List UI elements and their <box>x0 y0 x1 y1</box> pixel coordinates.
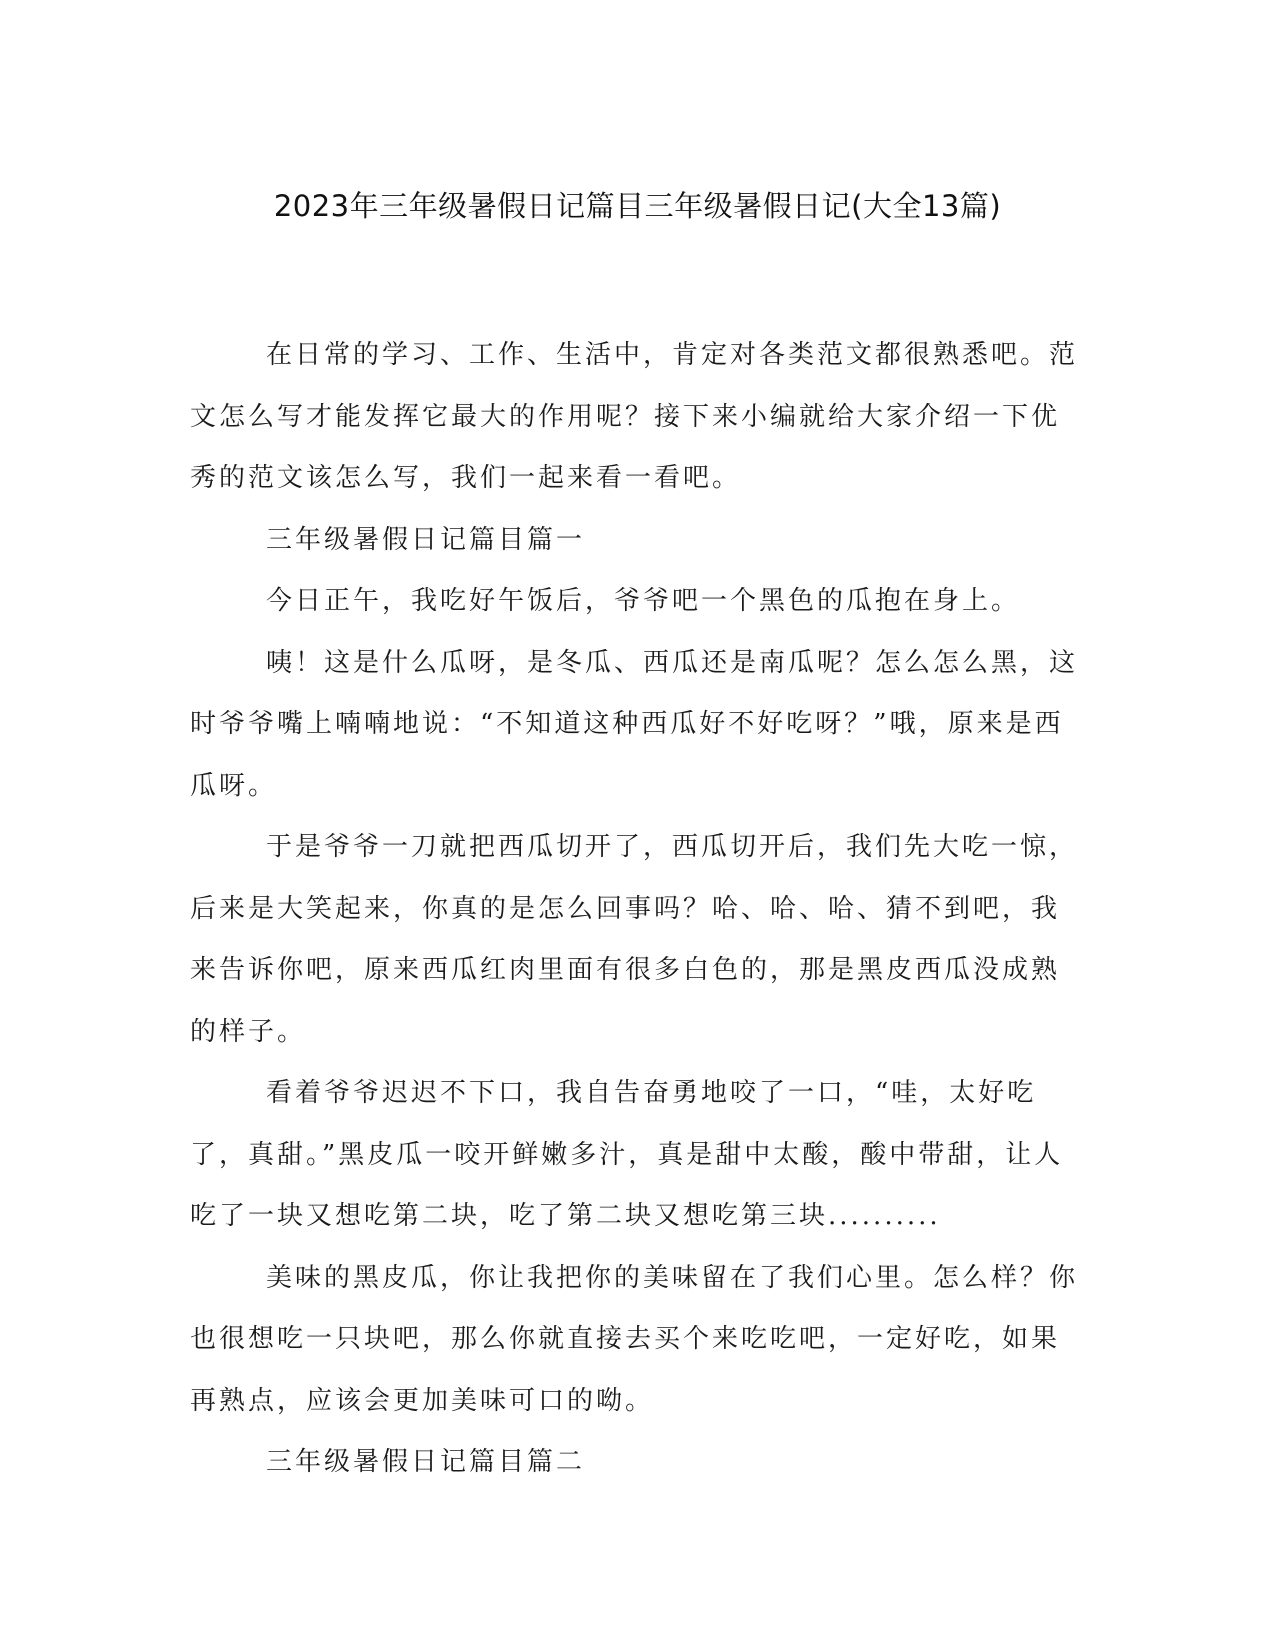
body-paragraph: 于是爷爷一刀就把西瓜切开了，西瓜切开后，我们先大吃一惊，后来是大笑起来，你真的是怎么回事吗？哈、哈、哈、猜不到吧，我来告诉你吧，原来西瓜红肉里面有很多白色的，那是黑皮西瓜没成熟的样子。 <box>190 832 1079 1047</box>
body-paragraph: 看着爷爷迟迟不下口，我自告奋勇地咬了一口，“哇，太好吃了，真甜。”黑皮瓜一咬开鲜嫩多汁，真是甜中太酸，酸中带甜，让人吃了一块又想吃第二块，吃了第二块又想吃第三块.......... <box>190 1078 1064 1231</box>
document-body <box>190 325 1080 1494</box>
body-paragraph: 咦！这是什么瓜呀，是冬瓜、西瓜还是南瓜呢？怎么怎么黑，这时爷爷嘴上喃喃地说：“不知道这种西瓜好不好吃呀？”哦，原来是西瓜呀。 <box>190 647 1079 801</box>
document-title: 2023年三年级暑假日记篇目三年级暑假日记(大全13篇) <box>273 189 1002 223</box>
intro-paragraph: 在日常的学习、工作、生活中，肯定对各类范文都很熟悉吧。范文怎么写才能发挥它最大的作用呢？接下来小编就给大家介绍一下优秀的范文该怎么写，我们一起来看一看吧。 <box>190 340 1079 493</box>
section-heading-2: 三年级暑假日记篇目篇二 <box>266 1447 586 1477</box>
section-heading-1: 三年级暑假日记篇目篇一 <box>266 524 586 555</box>
body-paragraph: 今日正午，我吃好午饭后，爷爷吧一个黑色的瓜抱在身上。 <box>266 586 1021 616</box>
body-paragraph: 美味的黑皮瓜，你让我把你的美味留在了我们心里。怎么样？你也很想吃一只块吧，那么你就直接去买个来吃吃吧，一定好吃，如果再熟点，应该会更加美味可口的呦。 <box>190 1262 1079 1416</box>
